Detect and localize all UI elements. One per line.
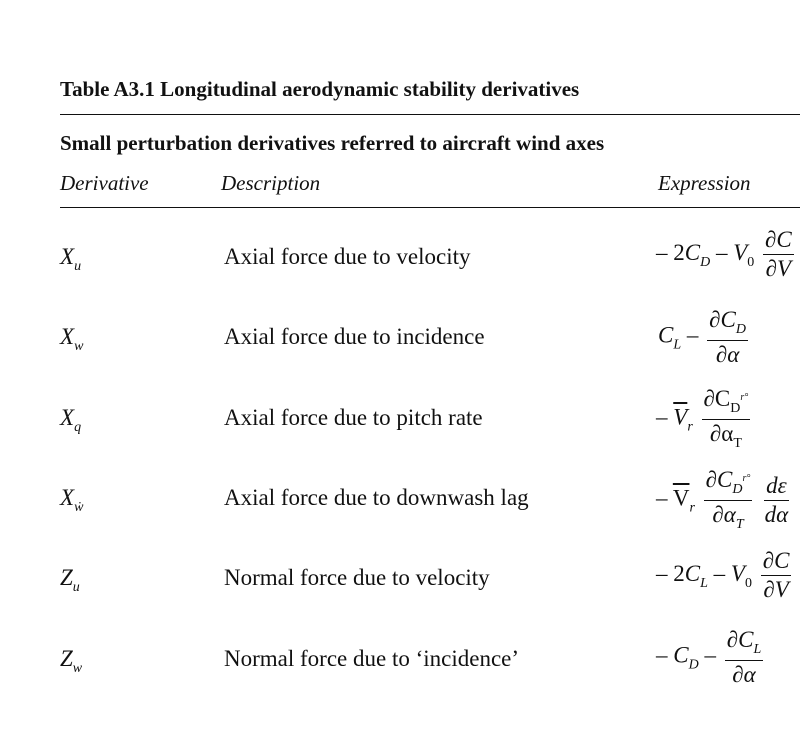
title-rule — [60, 114, 800, 115]
header-rule — [60, 207, 800, 208]
derivative-symbol: $Z_w$ — [60, 646, 83, 676]
table-subtitle: Small perturbation derivatives referred to aircraft wind axes — [60, 131, 605, 155]
derivative-description: Axial force due to incidence — [224, 324, 485, 349]
derivative-symbol: $Z_u$ — [60, 565, 80, 595]
table-title: Table A3.1 Longitudinal aerodynamic stability derivatives — [60, 77, 580, 101]
derivative-description: Axial force due to downwash lag — [224, 485, 529, 510]
derivative-description: Axial force due to velocity — [224, 244, 471, 269]
derivative-expression: – $2C_L - V_0$ $\frac{\partial C}{\partial V}$ — [656, 548, 790, 603]
derivative-expression: – $2C_D - V_0$ $\frac{\partial C}{\partial V}$ — [656, 227, 792, 282]
derivative-symbol: $X_u$ — [60, 244, 82, 274]
derivative-symbol: $X_w$ — [60, 324, 84, 354]
derivative-expression: – $\overline{V}_r$ $\frac{\partial C_D^{r^\circ}}{\partial\alpha_T}$ — [656, 386, 749, 451]
col-header-description: Description — [221, 171, 321, 195]
derivative-description: Normal force due to ‘incidence’ — [224, 646, 520, 671]
col-header-expression: Expression — [658, 171, 751, 195]
derivative-description: Normal force due to velocity — [224, 565, 490, 590]
derivative-symbol: $X_ẇ$ — [60, 485, 84, 515]
col-header-derivative: Derivative — [60, 171, 149, 195]
derivative-symbol: $X_q$ — [60, 405, 82, 435]
derivative-expression: – $\overline{V}_r$ $\frac{\partial C_D^{r^\circ}}{\partial\alpha_T}$ $\frac{d\varepsilon}{d\alpha}$ — [656, 467, 789, 532]
derivative-expression: $C_L$ – $\frac{\partial C_D}{\partial\alpha}$ — [658, 307, 746, 367]
derivative-description: Axial force due to pitch rate — [224, 405, 483, 430]
derivative-expression: – $C_D$ – $\frac{\partial C_L}{\partial\alpha}$ — [656, 627, 762, 687]
